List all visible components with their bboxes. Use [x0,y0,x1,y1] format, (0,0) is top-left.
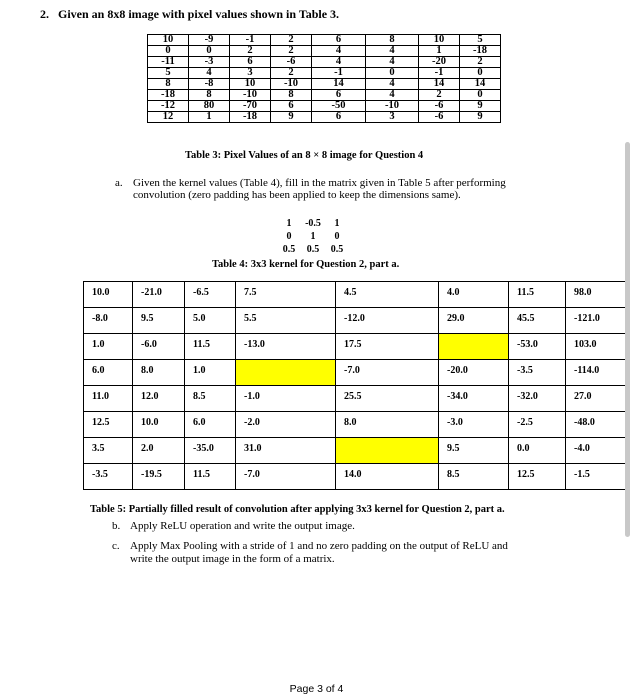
table-5-cell: -4.0 [566,438,627,464]
table-5-cell: 9.5 [133,308,185,334]
table-3-row [148,101,501,112]
table-5-cell: -8.0 [84,308,133,334]
kernel-cell: 0 [286,231,292,242]
table-3-cell: -20 [419,57,460,68]
table-5-row [84,386,627,412]
table-3-cell: 6 [312,35,366,46]
table-5-cell: -6.5 [185,282,236,308]
table-5-cell: -7.0 [336,360,439,386]
table-5-cell: -48.0 [566,412,627,438]
table-5-cell: 0.0 [509,438,566,464]
table-3-cell: -50 [312,101,366,112]
kernel-cell: 0.5 [330,244,344,255]
table-3-row [148,90,501,101]
table-3-cell: -6 [419,101,460,112]
table-5-cell: 8.5 [185,386,236,412]
table-3-cell: 3 [230,68,271,79]
table-3-cell: 8 [366,35,419,46]
table-3-cell: -18 [148,90,189,101]
table-5-cell: 6.0 [84,360,133,386]
table-3-cell: -10 [230,90,271,101]
question-number: 2. [40,7,49,21]
table-5-cell: -1.5 [566,464,627,490]
table-4-kernel [277,217,349,256]
table-5-cell: -6.0 [133,334,185,360]
table-3-row [148,112,501,123]
table-5-cell: 8.5 [439,464,509,490]
part-a [115,177,595,205]
part-c-label: c. [112,540,120,552]
table-5-cell: 27.0 [566,386,627,412]
kernel-cell: 0.5 [306,244,320,255]
table-5-cell: 11.0 [84,386,133,412]
table-3-row [148,57,501,68]
table-3-cell: 0 [148,46,189,57]
table-3-row [148,35,501,46]
question-text: Given an 8x8 image with pixel values shown in Table 3. [58,7,340,21]
table-3-cell: 6 [312,112,366,123]
part-b [112,520,592,534]
table-3-cell: 0 [366,68,419,79]
question-heading [40,7,339,22]
kernel-cell: 1 [334,218,340,229]
table-3-cell: -10 [271,79,312,90]
part-a-label: a. [115,177,123,189]
kernel-cell: 0.5 [282,244,296,255]
table-3-cell: 2 [271,35,312,46]
table-5-cell: -7.0 [236,464,336,490]
table-3-cell: 12 [148,112,189,123]
table-5-cell: 11.5 [185,334,236,360]
table-3-cell: 2 [419,90,460,101]
table-5-cell: 8.0 [336,412,439,438]
table-3-row [148,46,501,57]
table-5-cell: 3.5 [84,438,133,464]
table-5-cell: 10.0 [133,412,185,438]
part-c [112,540,612,568]
table-3-cell: -8 [189,79,230,90]
table-5-cell: 12.5 [84,412,133,438]
table-5-cell: -12.0 [336,308,439,334]
table-5-cell: -32.0 [509,386,566,412]
kernel-row [277,243,349,256]
table-5-row [84,464,627,490]
table-5-cell: 31.0 [236,438,336,464]
vertical-scrollbar[interactable] [625,142,630,537]
kernel-cell: -0.5 [305,218,321,229]
table-3-pixel-values [147,34,501,123]
table-3-cell: -1 [230,35,271,46]
table-5-row [84,334,627,360]
table-3-cell: 4 [312,46,366,57]
table-5-cell: -3.0 [439,412,509,438]
table-3-cell: 4 [189,68,230,79]
table-3-cell: -18 [230,112,271,123]
table-3-row [148,68,501,79]
table-3-cell: 10 [148,35,189,46]
part-b-text: Apply ReLU operation and write the output image. [130,520,355,532]
table-5-cell: -35.0 [185,438,236,464]
table-5-convolution-result [83,281,627,490]
table-3-cell: 10 [419,35,460,46]
table-3-cell: 0 [460,90,501,101]
table-3-cell: 6 [271,101,312,112]
kernel-row [277,230,349,243]
table-5-row [84,282,627,308]
table-5-cell: 98.0 [566,282,627,308]
table-3-cell: -11 [148,57,189,68]
table-3-cell: 9 [460,101,501,112]
table-5-caption: Table 5: Partially filled result of convolution after applying 3x3 kernel for Question 2, part a. [90,504,505,515]
table-5-cell: 4.5 [336,282,439,308]
table-3-cell: 4 [366,46,419,57]
table-5-cell: -2.0 [236,412,336,438]
table-5-cell: 29.0 [439,308,509,334]
table-3-cell: 1 [189,112,230,123]
page-number: Page 3 of 4 [289,683,344,695]
table-5-cell: 10.0 [84,282,133,308]
table-3-cell: 14 [419,79,460,90]
table-3-cell: 6 [312,90,366,101]
table-5-cell: -121.0 [566,308,627,334]
table-5-cell: -1.0 [236,386,336,412]
table-5-cell: -21.0 [133,282,185,308]
table-3-cell: -18 [460,46,501,57]
table-3-cell: 9 [271,112,312,123]
table-3-cell: 2 [460,57,501,68]
empty-cell-to-fill [439,334,509,360]
table-3-cell: 14 [312,79,366,90]
kernel-cell: 1 [286,218,292,229]
table-3-cell: -9 [189,35,230,46]
table-5-cell: -3.5 [84,464,133,490]
table-5-cell: 12.5 [509,464,566,490]
table-3-cell: 4 [366,79,419,90]
part-c-text-line2: write the output image in the form of a matrix. [130,553,335,565]
table-5-row [84,412,627,438]
table-3-cell: 10 [230,79,271,90]
table-5-cell: 12.0 [133,386,185,412]
table-5-cell: 17.5 [336,334,439,360]
table-5-row [84,438,627,464]
table-3-caption: Table 3: Pixel Values of an 8 × 8 image for Question 4 [185,150,424,161]
table-3-cell: 3 [366,112,419,123]
table-3-cell: 4 [312,57,366,68]
table-3-cell: 6 [230,57,271,68]
table-5-cell: -3.5 [509,360,566,386]
table-5-cell: -53.0 [509,334,566,360]
table-5-cell: 5.5 [236,308,336,334]
kernel-row [277,217,349,230]
table-5-row [84,308,627,334]
table-3-cell: 1 [419,46,460,57]
table-5-cell: 25.5 [336,386,439,412]
table-3-row [148,79,501,90]
table-3-cell: 8 [189,90,230,101]
table-3-cell: -70 [230,101,271,112]
table-5-cell: 11.5 [185,464,236,490]
table-5-cell: -2.5 [509,412,566,438]
table-4-caption: Table 4: 3x3 kernel for Question 2, part a. [212,259,400,270]
table-5-cell: 1.0 [84,334,133,360]
part-a-text-line1: Given the kernel values (Table 4), fill in the matrix given in Table 5 after performing [133,177,506,189]
table-5-cell: 2.0 [133,438,185,464]
table-5-cell: -19.5 [133,464,185,490]
table-3-cell: -6 [271,57,312,68]
table-5-cell: 9.5 [439,438,509,464]
table-5-cell: 8.0 [133,360,185,386]
part-a-text-line2: convolution (zero padding has been applied to keep the dimensions same). [133,189,461,201]
table-5-cell: -20.0 [439,360,509,386]
table-3-cell: 4 [366,57,419,68]
table-5-cell: 14.0 [336,464,439,490]
kernel-cell: 0 [334,231,340,242]
part-c-text-line1: Apply Max Pooling with a stride of 1 and no zero padding on the output of ReLU and [130,540,508,552]
table-5-cell: -13.0 [236,334,336,360]
table-3-cell: -10 [366,101,419,112]
empty-cell-to-fill [336,438,439,464]
table-3-cell: 8 [271,90,312,101]
table-5-cell: 1.0 [185,360,236,386]
table-3-cell: 2 [230,46,271,57]
table-3-cell: 9 [460,112,501,123]
table-3-cell: 0 [189,46,230,57]
empty-cell-to-fill [236,360,336,386]
table-5-cell: -34.0 [439,386,509,412]
table-5-cell: -114.0 [566,360,627,386]
table-3-cell: 5 [460,35,501,46]
table-5-cell: 11.5 [509,282,566,308]
table-3-cell: 2 [271,68,312,79]
table-5-cell: 7.5 [236,282,336,308]
table-5-row [84,360,627,386]
table-3-cell: -6 [419,112,460,123]
table-3-cell: -3 [189,57,230,68]
table-3-cell: 5 [148,68,189,79]
table-3-cell: 2 [271,46,312,57]
table-5-cell: 5.0 [185,308,236,334]
table-3-cell: 8 [148,79,189,90]
part-b-label: b. [112,520,121,532]
table-3-cell: 4 [366,90,419,101]
table-3-cell: 80 [189,101,230,112]
table-5-cell: 103.0 [566,334,627,360]
table-5-cell: 45.5 [509,308,566,334]
table-5-cell: 4.0 [439,282,509,308]
table-3-cell: 14 [460,79,501,90]
table-3-cell: 0 [460,68,501,79]
kernel-cell: 1 [310,231,316,242]
table-5-cell: 6.0 [185,412,236,438]
table-3-cell: -1 [419,68,460,79]
table-3-cell: -1 [312,68,366,79]
table-3-cell: -12 [148,101,189,112]
